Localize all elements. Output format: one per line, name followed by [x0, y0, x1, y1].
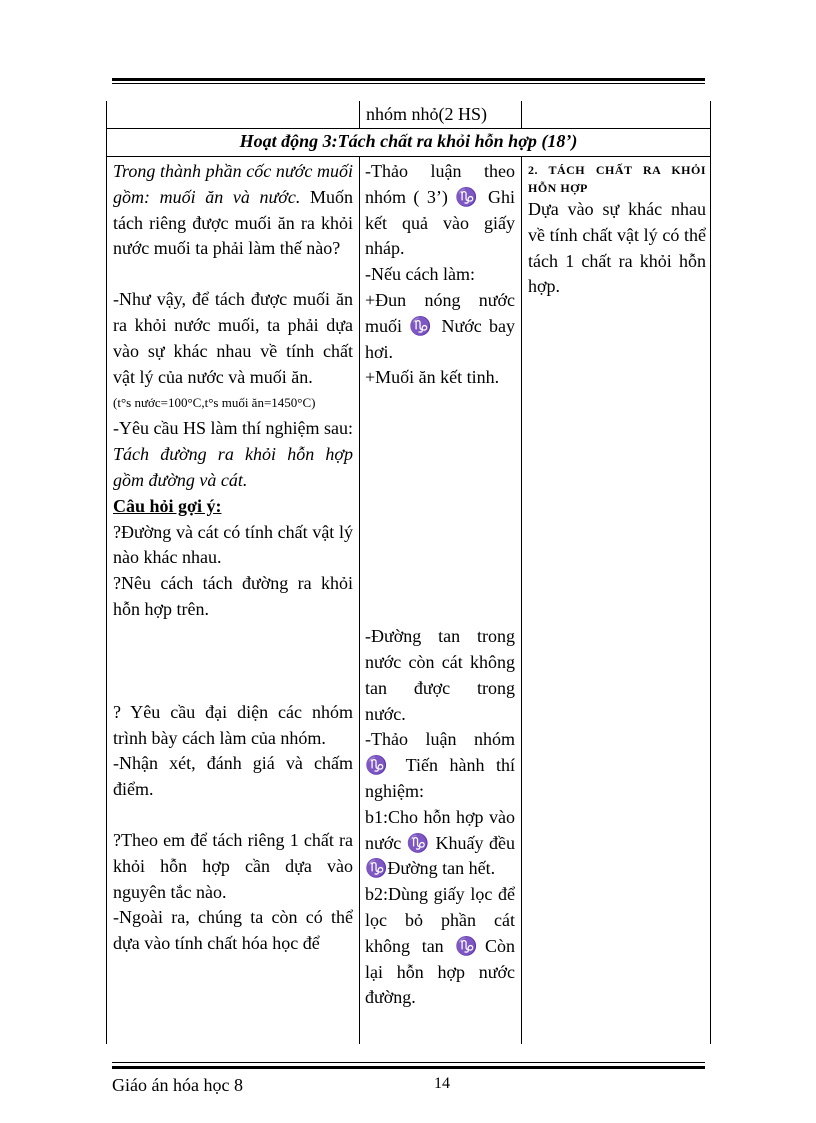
- content-column: [528, 161, 706, 300]
- student-column: [365, 159, 515, 1011]
- footer-rule-thin: [112, 1062, 705, 1063]
- question-4: -Nhận xét, đánh giá và chấm điểm.: [113, 753, 353, 800]
- explanation: -Như vậy, để tách được muối ăn ra khỏi nước muối, ta phải dựa vào sự khác nhau về tính chất vật lý của nước và muối ăn.: [113, 289, 353, 387]
- question-1: ?Đường và cát có tính chất vật lý nào khác nhau.: [113, 521, 353, 568]
- lesson-table: [106, 101, 711, 1044]
- content-body: Dựa vào sự khác nhau về tính chất vật lý có thể tách 1 chất ra khỏi hỗn hợp.: [528, 199, 706, 297]
- intro-italic: Trong thành phần cốc nước muối gồm: muối ăn và nước.: [113, 161, 353, 207]
- question-3: ? Yêu cầu đại diện các nhóm trình bày cách làm của nhóm.: [113, 701, 353, 748]
- answer-4: +Muối ăn kết tinh.: [365, 367, 500, 388]
- page-number: 14: [434, 1075, 450, 1092]
- answer-1: -Thảo luận theo nhóm ( 3’) ♑ Ghi kết quả vào giấy nháp.: [365, 161, 515, 259]
- question-5: ?Theo em để tách riêng 1 chất ra khỏi hỗn hợp cần dựa vào nguyên tắc nào.: [113, 829, 353, 902]
- question-6: -Ngoài ra, chúng ta còn có thể dựa vào tính chất hóa học để: [113, 907, 353, 954]
- answer-5: -Đường tan trong nước còn cát không tan được trong nước.: [365, 626, 515, 724]
- column-divider-1-main: [359, 156, 360, 1044]
- answer-6: -Thảo luận nhóm ♑ Tiến hành thí nghiệm:: [365, 729, 515, 801]
- teacher-column: [113, 159, 353, 957]
- answer-3: +Đun nóng nước muối ♑ Nước bay hơi.: [365, 289, 515, 362]
- top-row-col2: nhóm nhỏ(2 HS): [366, 104, 487, 124]
- experiment-italic: Tách đường ra khỏi hỗn hợp gồm đường và cát.: [113, 444, 353, 490]
- column-divider-2-main: [521, 156, 522, 1044]
- experiment-request: -Yêu cầu HS làm thí nghiệm sau:: [113, 418, 353, 439]
- hint-title: Câu hỏi gợi ý:: [113, 495, 222, 516]
- footer-title: Giáo án hóa học 8: [112, 1075, 243, 1095]
- intro-question: Muốn tách riêng được muối ăn ra khỏi nước muối ta phải làm thế nào?: [113, 186, 353, 259]
- content-title: 2. TÁCH CHẤT RA KHỎI HỖN HỢP: [528, 163, 706, 195]
- footer-rule-thick: [112, 1066, 705, 1069]
- answer-7: b1:Cho hỗn hợp vào nước ♑ Khuấy đều ♑Đường tan hết.: [365, 806, 515, 879]
- row-divider-heading: [107, 156, 710, 157]
- header-rule-thick: [112, 78, 705, 81]
- column-divider-1: [359, 101, 360, 129]
- boiling-points: (t°s nước=100°C,t°s muối ăn=1450°C): [113, 395, 316, 411]
- answer-2: -Nếu cách làm:: [365, 264, 475, 285]
- question-2: ?Nêu cách tách đường ra khỏi hỗn hợp trên.: [113, 573, 353, 619]
- answer-8: b2:Dùng giấy lọc để lọc bỏ phần cát không tan ♑Còn lại hỗn hợp nước đường.: [365, 884, 515, 1008]
- section-heading: Hoạt động 3:Tách chất ra khỏi hỗn hợp (18’): [239, 131, 578, 151]
- column-divider-2: [521, 101, 522, 129]
- header-rule-thin: [112, 83, 705, 84]
